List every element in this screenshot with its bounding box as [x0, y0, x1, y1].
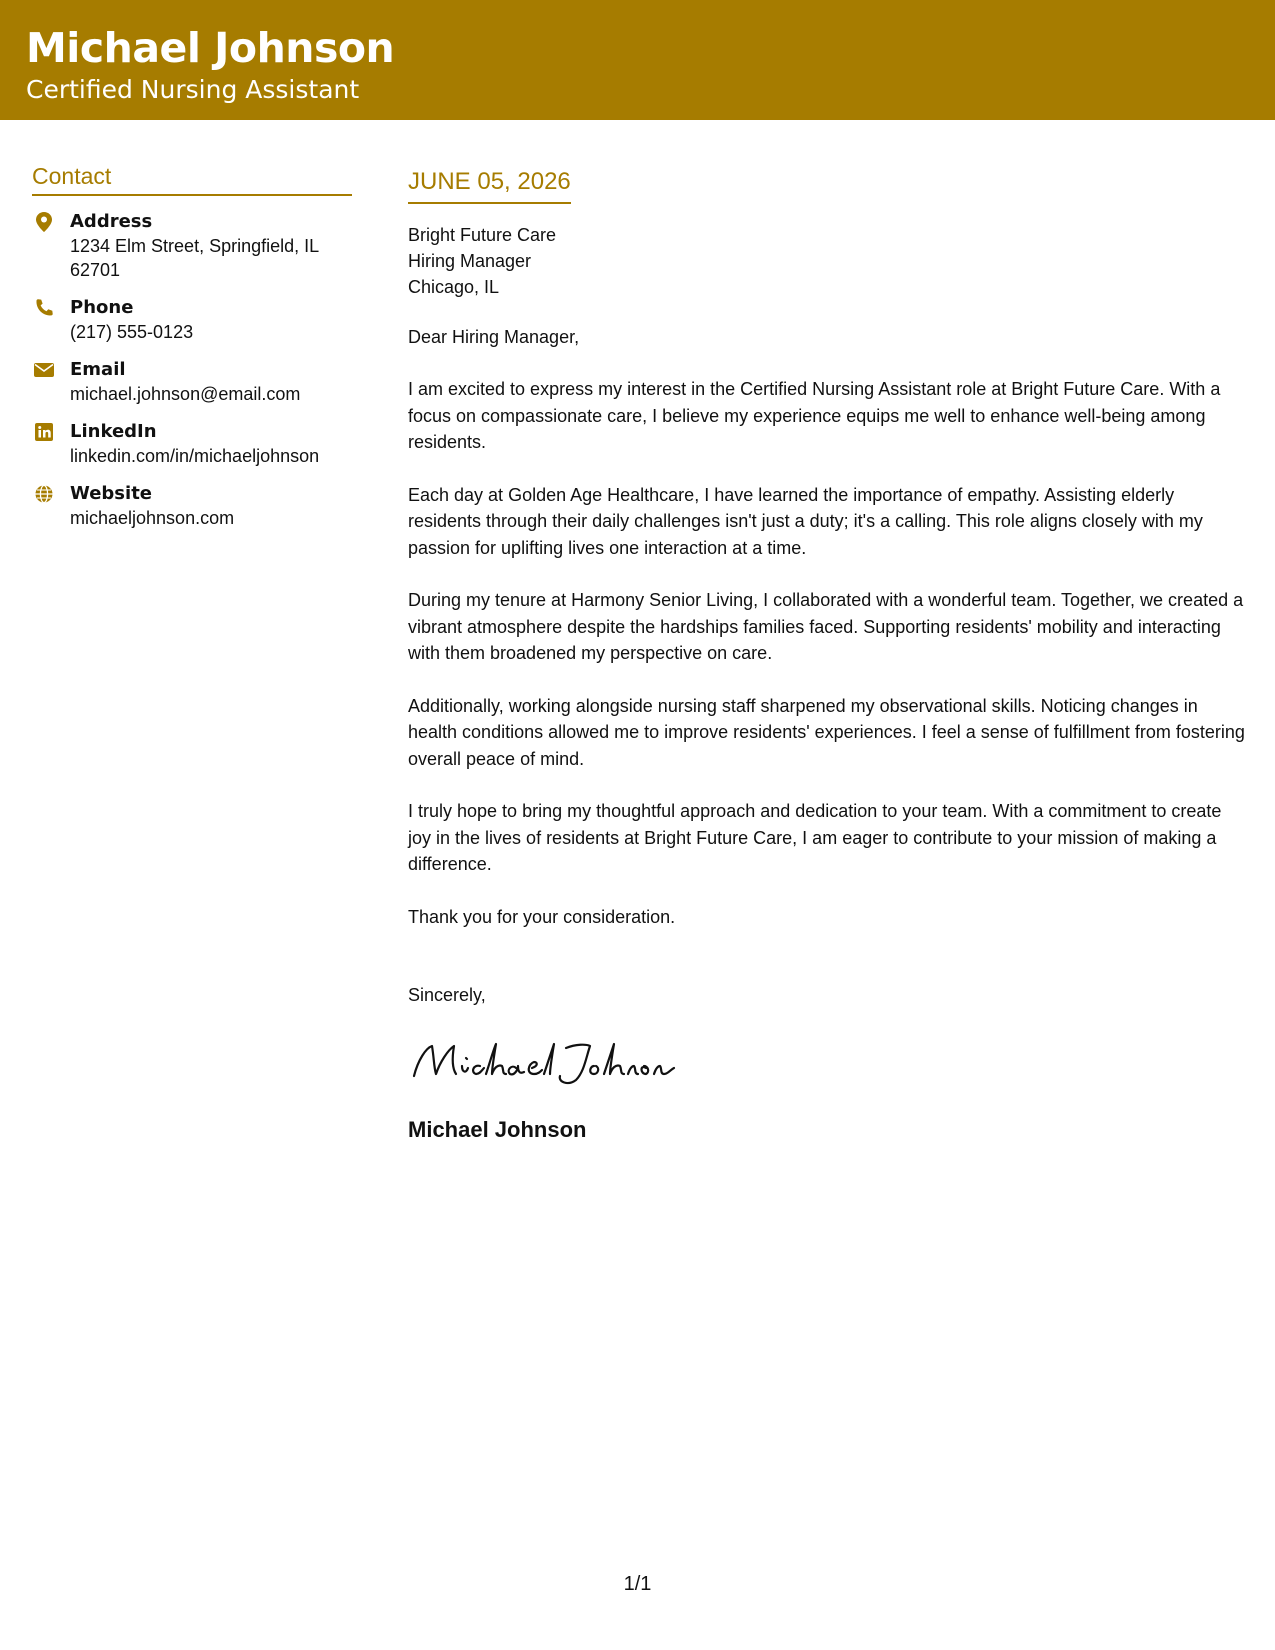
- contact-item-website: [32, 482, 352, 530]
- paragraph: During my tenure at Harmony Senior Living, I collaborated with a wonderful team. Together, we created a vibrant atmosphere despite the hardships families faced. Supporting residents' mobility and interacting with them broadened my perspective on care.: [408, 590, 1244, 663]
- recipient-location: Chicago, IL: [408, 277, 500, 297]
- contact-heading: Contact: [32, 160, 352, 196]
- contact-value: michaeljohnson.com: [70, 508, 235, 528]
- signer-name: Michael Johnson: [408, 1117, 587, 1142]
- applicant-title: Certified Nursing Assistant: [26, 75, 360, 104]
- contact-item-email: [32, 358, 352, 406]
- page-indicator: 1/1: [623, 1573, 652, 1595]
- contact-label: Website: [70, 483, 153, 504]
- applicant-name: Michael Johnson: [26, 24, 395, 72]
- map-pin-icon: [34, 212, 54, 232]
- header-banner: [0, 0, 1275, 120]
- contact-value: (217) 555-0123: [70, 322, 194, 342]
- contact-item-address: [32, 210, 352, 282]
- globe-icon: [34, 484, 54, 504]
- letter-body: [408, 166, 1248, 1144]
- contact-value: michael.johnson@email.com: [70, 384, 301, 404]
- linkedin-icon: [34, 422, 54, 442]
- paragraph: I truly hope to bring my thoughtful approach and dedication to your team. With a commitment to create joy in the lives of residents at Bright Future Care, I am eager to contribute to your mission of making a difference.: [408, 801, 1222, 874]
- closing: Sincerely,: [408, 985, 486, 1005]
- contact-label: Phone: [70, 297, 134, 318]
- contact-item-phone: [32, 296, 352, 344]
- contact-label: Address: [70, 211, 153, 232]
- contact-item-linkedin: [32, 420, 352, 468]
- contact-value: linkedin.com/in/michaeljohnson: [70, 446, 320, 466]
- signature-image: [408, 1038, 678, 1088]
- greeting: Dear Hiring Manager,: [408, 327, 580, 347]
- envelope-icon: [34, 360, 54, 380]
- paragraph: Each day at Golden Age Healthcare, I have learned the importance of empathy. Assisting elderly residents through their daily challenges isn't just a duty; it's a calling. This role aligns closely with my passion for uplifting lives one interaction at a time.: [408, 484, 1203, 558]
- contact-label: Email: [70, 359, 126, 380]
- contact-label: LinkedIn: [70, 421, 157, 442]
- recipient-role: Hiring Manager: [408, 251, 532, 271]
- phone-icon: [34, 298, 54, 318]
- letter-date: JUNE 05, 2026: [408, 166, 571, 204]
- paragraph: I am excited to express my interest in the Certified Nursing Assistant role at Bright Future Care. With a focus on compassionate care, I believe my experience equips me well to enhance well-being among residents.: [408, 379, 1221, 452]
- contact-value: 1234 Elm Street, Springfield, IL 62701: [70, 236, 319, 280]
- contact-sidebar: [32, 160, 352, 544]
- contact-list: [32, 210, 352, 530]
- paragraph: Thank you for your consideration.: [408, 906, 676, 927]
- recipient-company: Bright Future Care: [408, 225, 557, 245]
- paragraph: Additionally, working alongside nursing staff sharpened my observational skills. Noticing changes in health conditions allowed me to improve residents' experiences. I feel a sense of fulfillment from fostering overall peace of mind.: [408, 695, 1245, 769]
- recipient-block: [408, 222, 1248, 300]
